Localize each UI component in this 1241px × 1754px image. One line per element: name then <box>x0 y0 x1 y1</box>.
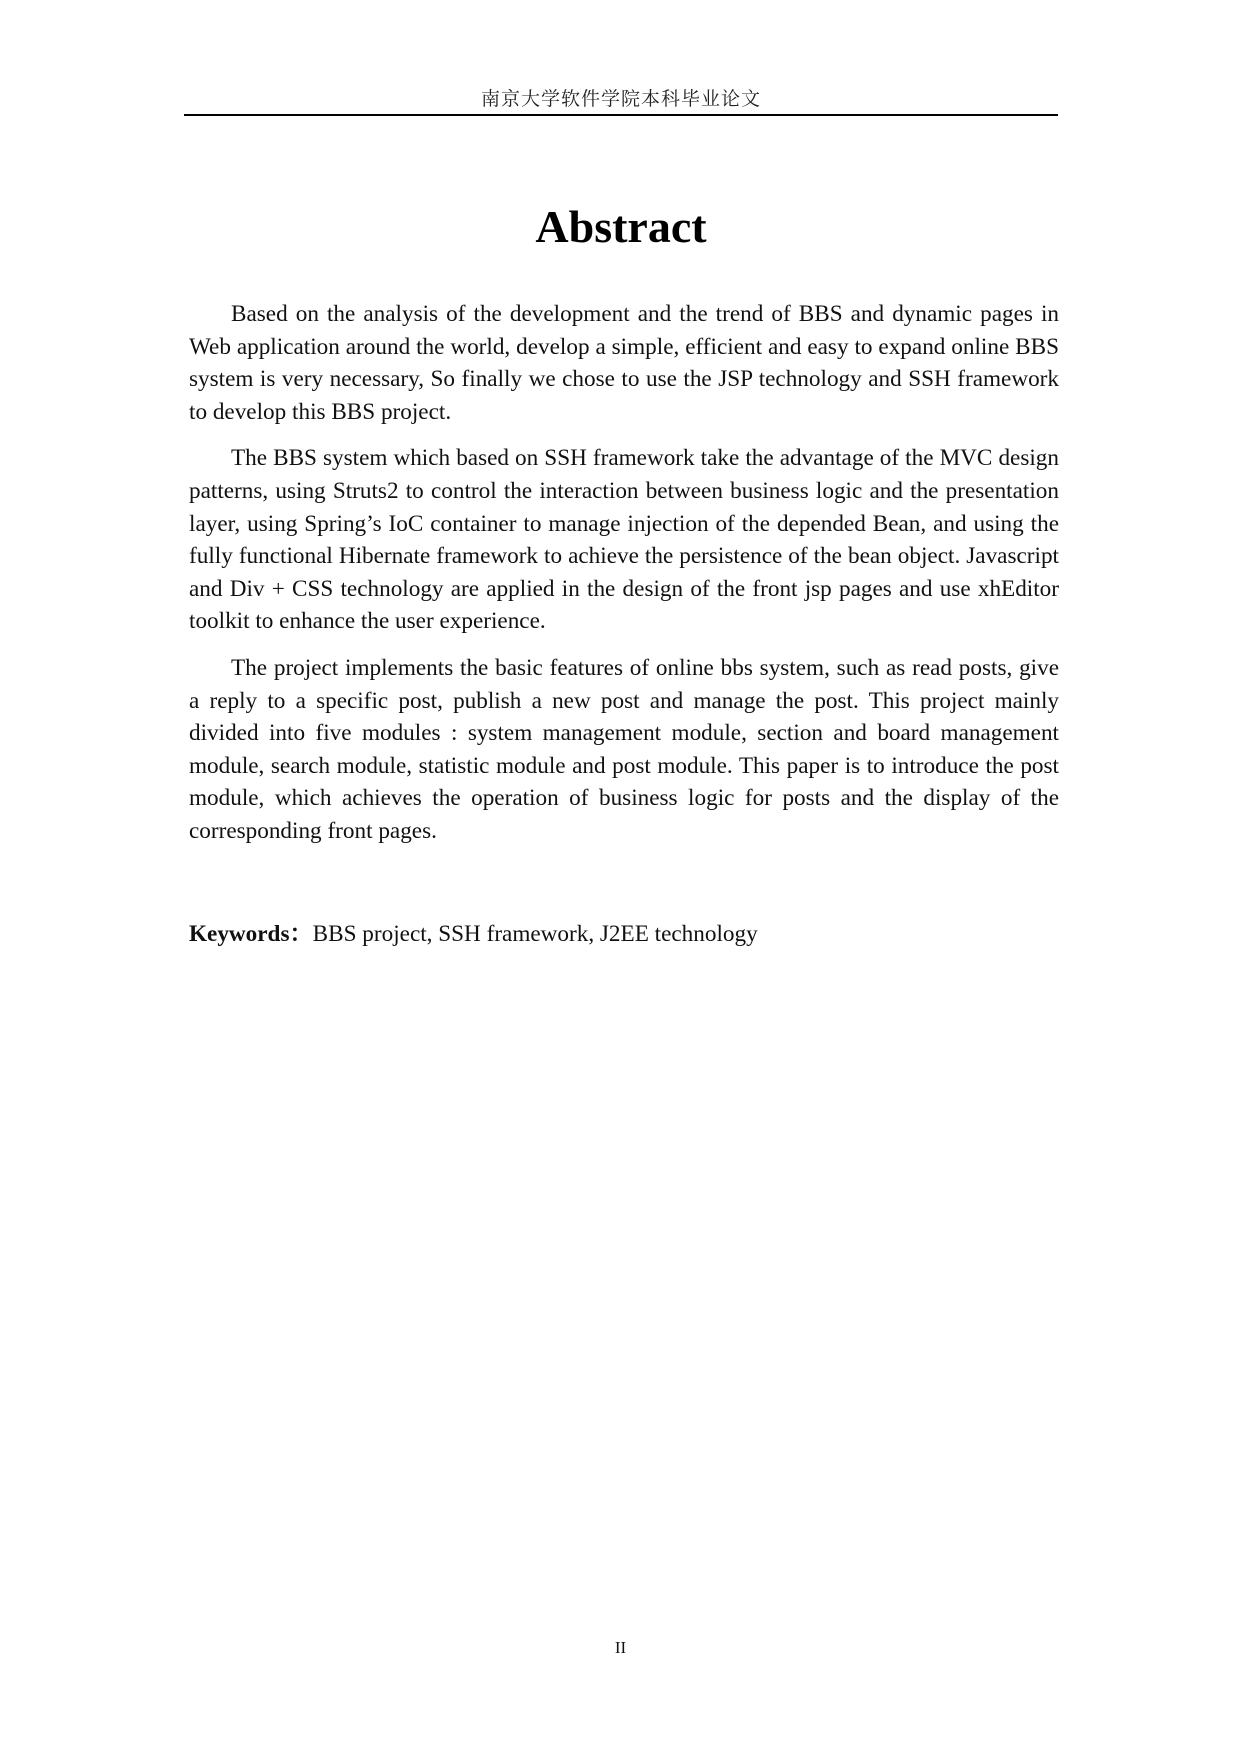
page-number: II <box>614 1638 627 1657</box>
abstract-paragraph-3: The project implements the basic features of online bbs system, such as read posts, give a reply to a specific post, publish a new post and manage the post. This project mainly divided into five modules : system management module, section and board management module, search module, statistic module and post module. This paper is to introduce the post module, which achieves the operation of business logic for posts and the display of the corresponding front pages. <box>189 654 1059 844</box>
page-title: Abstract <box>535 201 707 252</box>
abstract-paragraph-1: Based on the analysis of the development and the trend of BBS and dynamic pages in Web application around the world, develop a simple, efficient and easy to expand online BBS system is very necessary, So finally we chose to use the JSP technology and SSH framework to develop this BBS project. <box>189 301 1059 425</box>
running-header: 南京大学软件学院本科毕业论文 <box>184 84 1058 116</box>
abstract-body <box>189 298 1059 862</box>
keywords-value: BBS project, SSH framework, J2EE technology <box>312 921 758 947</box>
abstract-paragraph-2: The BBS system which based on SSH framework take the advantage of the MVC design patterns, using Struts2 to control the interaction between business logic and the presentation layer, using Spring’s IoC container to manage injection of the depended Bean, and using the fully functional Hibernate framework to achieve the persistence of the bean object. Javascript and Div + CSS technology are applied in the design of the front jsp pages and use xhEditor toolkit to enhance the user experience. <box>189 445 1059 635</box>
keywords-line <box>189 918 1059 950</box>
keywords-label: Keywords： <box>189 921 313 947</box>
